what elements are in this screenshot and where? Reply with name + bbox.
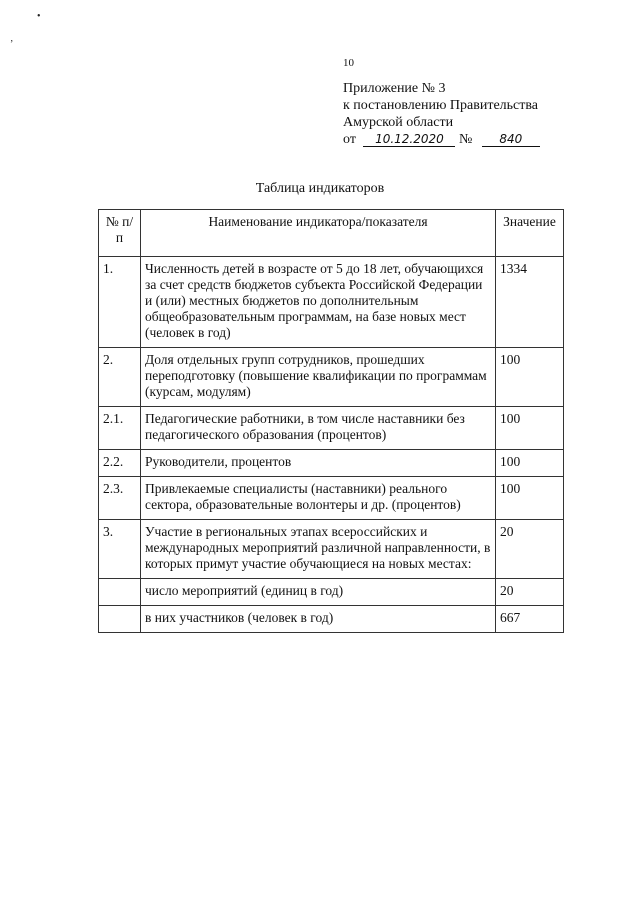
cell-value: 1334 — [496, 257, 564, 348]
appendix-block — [343, 80, 540, 148]
cell-num: 1. — [99, 257, 141, 348]
table-row — [99, 477, 564, 520]
table-row — [99, 257, 564, 348]
cell-num: 2.2. — [99, 450, 141, 477]
appendix-line-1: Приложение № 3 — [343, 81, 446, 96]
cell-name: Привлекаемые специалисты (наставники) реального сектора, образовательные волонтеры и др. (процентов) — [141, 477, 496, 520]
table-row — [99, 348, 564, 407]
cell-name: число мероприятий (единиц в год) — [141, 579, 496, 606]
table-row — [99, 579, 564, 606]
cell-name: Численность детей в возрасте от 5 до 18 лет, обучающихся за счет средств бюджетов субъекта Российской Федерации и (или) местных бюджетов по дополнительным общеобразовательным программам, на базе новых мест (человек в год) — [141, 257, 496, 348]
cell-value: 100 — [496, 477, 564, 520]
cell-value: 100 — [496, 348, 564, 407]
cell-num: 2.1. — [99, 407, 141, 450]
table-row — [99, 450, 564, 477]
table-row — [99, 520, 564, 579]
header-name: Наименование индикатора/показателя — [141, 210, 496, 257]
header-value: Значение — [496, 210, 564, 257]
cell-num — [99, 579, 141, 606]
table-row — [99, 606, 564, 633]
table-row — [99, 407, 564, 450]
number-prefix: № — [458, 132, 473, 147]
handwritten-date: 10.12.2020 — [363, 133, 455, 147]
indicators-table — [98, 209, 564, 633]
cell-name: Участие в региональных этапах всероссийских и международных мероприятий различной направленности, в которых примут участие обучающиеся на новых местах: — [141, 520, 496, 579]
date-prefix: от — [343, 132, 356, 147]
cell-value: 100 — [496, 450, 564, 477]
cell-num: 3. — [99, 520, 141, 579]
cell-name: Педагогические работники, в том числе наставники без педагогического образования (процентов) — [141, 407, 496, 450]
cell-num — [99, 606, 141, 633]
appendix-line-2: к постановлению Правительства — [343, 98, 539, 113]
cell-name: Руководители, процентов — [141, 450, 496, 477]
cell-value: 20 — [496, 520, 564, 579]
cell-name: в них участников (человек в год) — [141, 606, 496, 633]
table-header-row — [99, 210, 564, 257]
scan-speck: ʼ — [10, 39, 14, 50]
cell-value: 100 — [496, 407, 564, 450]
appendix-line-3: Амурской области — [343, 115, 454, 130]
scan-speck: • — [37, 11, 41, 22]
handwritten-number: 840 — [482, 133, 540, 147]
header-num: № п/п — [99, 210, 141, 257]
cell-name: Доля отдельных групп сотрудников, прошедших переподготовку (повышение квалификации по программам (курсам, модулям) — [141, 348, 496, 407]
page-number: 10 — [343, 57, 354, 69]
appendix-date-line — [343, 131, 540, 148]
cell-value: 667 — [496, 606, 564, 633]
table-body — [99, 257, 564, 633]
cell-value: 20 — [496, 579, 564, 606]
table-title: Таблица индикаторов — [255, 181, 385, 196]
cell-num: 2. — [99, 348, 141, 407]
cell-num: 2.3. — [99, 477, 141, 520]
